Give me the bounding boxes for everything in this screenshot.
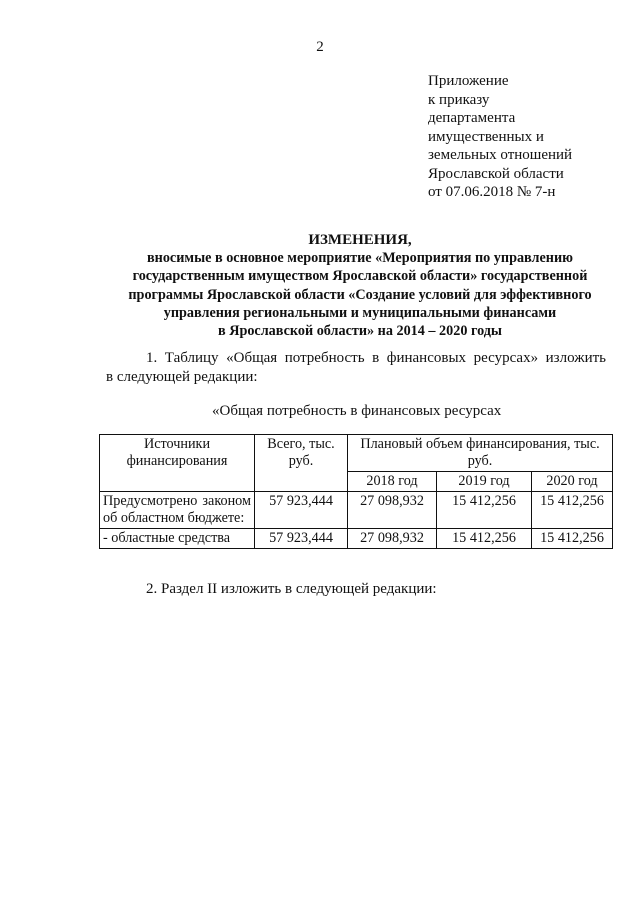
cell-2019: 15 412,256 xyxy=(437,529,532,549)
header-planned: Плановый объем финансирования, тыс. руб. xyxy=(348,435,613,472)
cell-2020: 15 412,256 xyxy=(532,529,613,549)
appendix-line: земельных отношений xyxy=(428,147,573,163)
paragraph-1-line-2: в следующей редакции: xyxy=(106,368,258,385)
cell-total: 57 923,444 xyxy=(255,529,348,549)
title-line: вносимые в основное мероприятие «Мероприятия по управлению xyxy=(147,250,573,267)
table-header-row xyxy=(100,435,613,472)
title-line: программы Ярославской области «Создание условий для эффективного xyxy=(128,286,592,303)
appendix-line: Ярославской области xyxy=(428,165,564,182)
cell-source: Предусмотрено законом об областном бюджете: xyxy=(100,492,255,529)
cell-source: - областные средства xyxy=(100,529,255,549)
cell-2018: 27 098,932 xyxy=(348,492,437,529)
title-line: в Ярославской области» на 2014 – 2020 годы xyxy=(217,323,503,340)
header-source: Источники финансирования xyxy=(100,435,255,492)
appendix-line: имущественных и xyxy=(428,128,544,145)
page-number: 2 xyxy=(316,39,324,55)
title-heading: ИЗМЕНЕНИЯ, xyxy=(308,232,412,248)
header-year-2020: 2020 год xyxy=(532,472,613,492)
cell-total: 57 923,444 xyxy=(255,492,348,529)
appendix-line: департамента xyxy=(428,110,516,126)
table-title: «Общая потребность в финансовых ресурсах xyxy=(212,403,502,419)
paragraph-2: 2. Раздел II изложить в следующей редакции: xyxy=(146,581,437,597)
header-total: Всего, тыс. руб. xyxy=(255,435,348,492)
document-title xyxy=(100,231,620,340)
financing-table xyxy=(99,434,613,549)
cell-2020: 15 412,256 xyxy=(532,492,613,529)
table-row xyxy=(100,492,613,529)
cell-2018: 27 098,932 xyxy=(348,529,437,549)
paragraph-1-line-1: 1. Таблицу «Общая потребность в финансовых ресурсах» изложить xyxy=(146,350,606,366)
title-line: государственным имуществом Ярославской области» государственной xyxy=(132,268,588,285)
table-row xyxy=(100,529,613,549)
appendix-line: Приложение xyxy=(428,73,509,89)
paragraph-1 xyxy=(106,349,606,386)
appendix-line: к приказу xyxy=(428,91,490,108)
appendix-line: от 07.06.2018 № 7-н xyxy=(428,184,556,200)
header-year-2019: 2019 год xyxy=(437,472,532,492)
title-line: управления региональными и муниципальными финансами xyxy=(163,304,557,321)
appendix-block xyxy=(428,72,572,202)
header-year-2018: 2018 год xyxy=(348,472,437,492)
cell-2019: 15 412,256 xyxy=(437,492,532,529)
